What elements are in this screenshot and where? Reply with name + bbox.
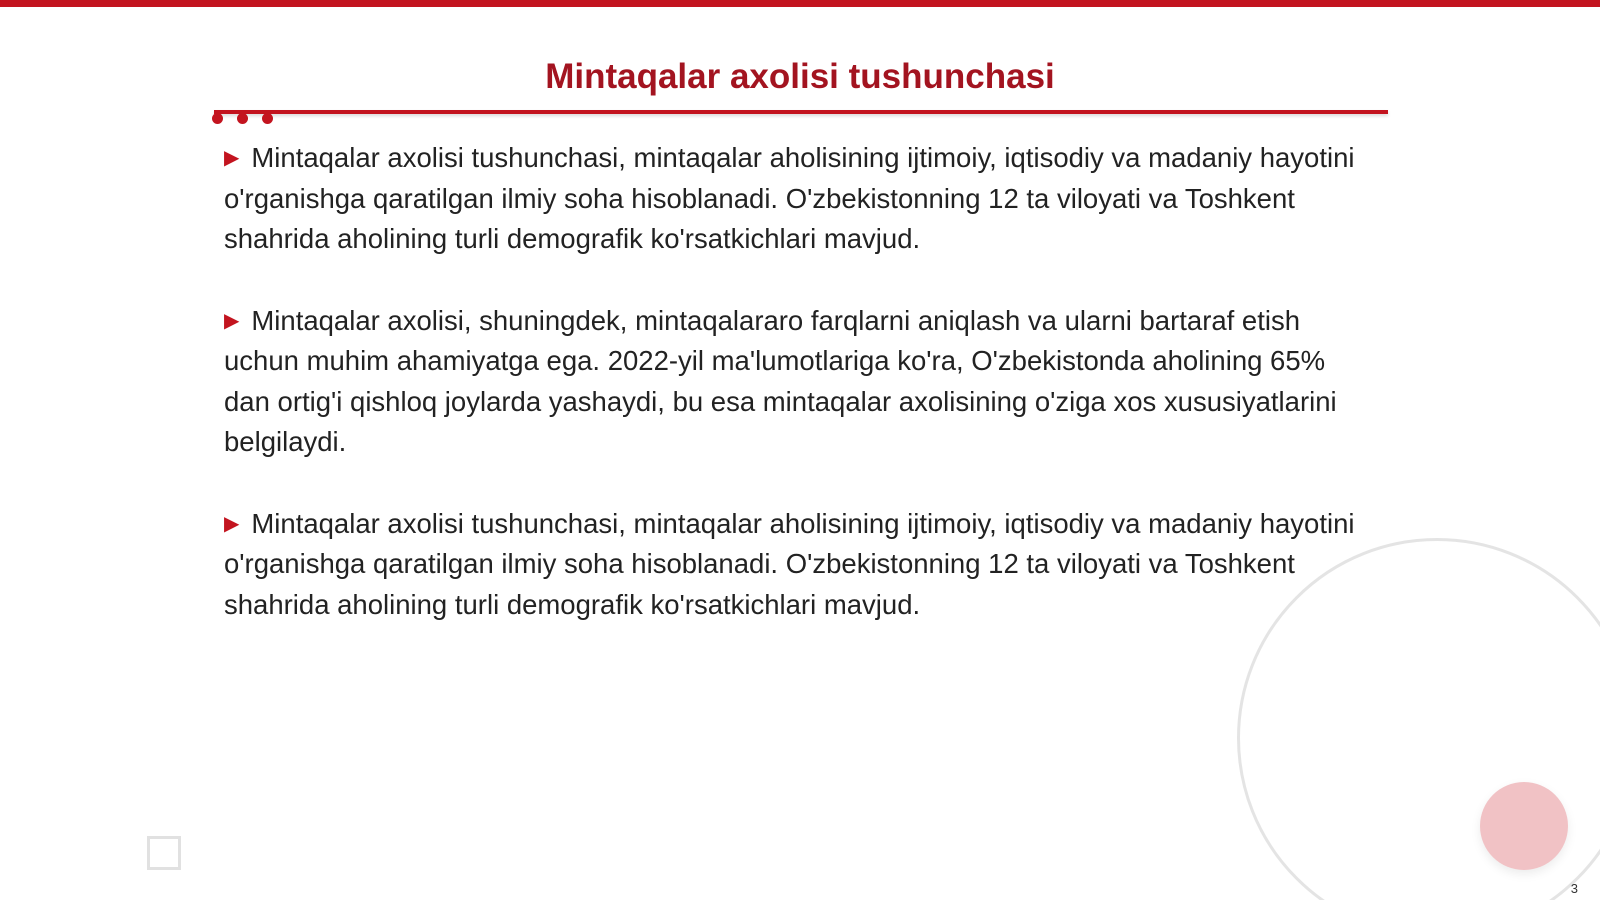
bullet-arrow-icon: ▶ (224, 147, 240, 169)
slide-title: Mintaqalar axolisi tushunchasi (545, 57, 1055, 96)
top-accent-bar (0, 0, 1600, 7)
bullet-list (224, 138, 1374, 666)
bullet-arrow-icon: ▶ (224, 309, 240, 332)
bullet-item (224, 504, 1374, 626)
bullet-item (224, 301, 1374, 463)
decorative-square-outline (147, 836, 181, 870)
bullet-text: Mintaqalar axolisi tushunchasi, mintaqalar aholisining ijtimoiy, iqtisodiy va madaniy hayotini o'rganishga qaratilgan ilmiy soha hisoblanadi. O'zbekistonning 12 ta viloyati va Toshkent shahrida aholining turli demografik ko'rsatkichlari mavjud. (224, 142, 1355, 254)
decor-dot (212, 113, 223, 124)
bullet-text: Mintaqalar axolisi tushunchasi, mintaqalar aholisining ijtimoiy, iqtisodiy va madaniy hayotini o'rganishga qaratilgan ilmiy soha hisoblanadi. O'zbekistonning 12 ta viloyati va Toshkent shahrida aholining turli demografik ko'rsatkichlari mavjud. (224, 507, 1355, 620)
decor-dot (262, 113, 273, 124)
bullet-item (224, 138, 1374, 260)
decorative-pink-circle (1480, 782, 1568, 870)
title-underline (214, 110, 1388, 114)
decor-dot (237, 113, 248, 124)
title-dots (212, 113, 273, 125)
bullet-text: Mintaqalar axolisi, shuningdek, mintaqalararo farqlarni aniqlash va ularni bartaraf etish uchun muhim ahamiyatga ega. 2022-yil ma'lumotlariga ko'ra, O'zbekistonda aholining 65% dan ortig'i qishloq joylarda yashaydi, bu esa mintaqalar axolisining o'ziga xos xususiyatlarini belgilaydi. (224, 304, 1337, 457)
bullet-arrow-icon: ▶ (224, 512, 240, 535)
page-number: 3 (1570, 881, 1578, 896)
